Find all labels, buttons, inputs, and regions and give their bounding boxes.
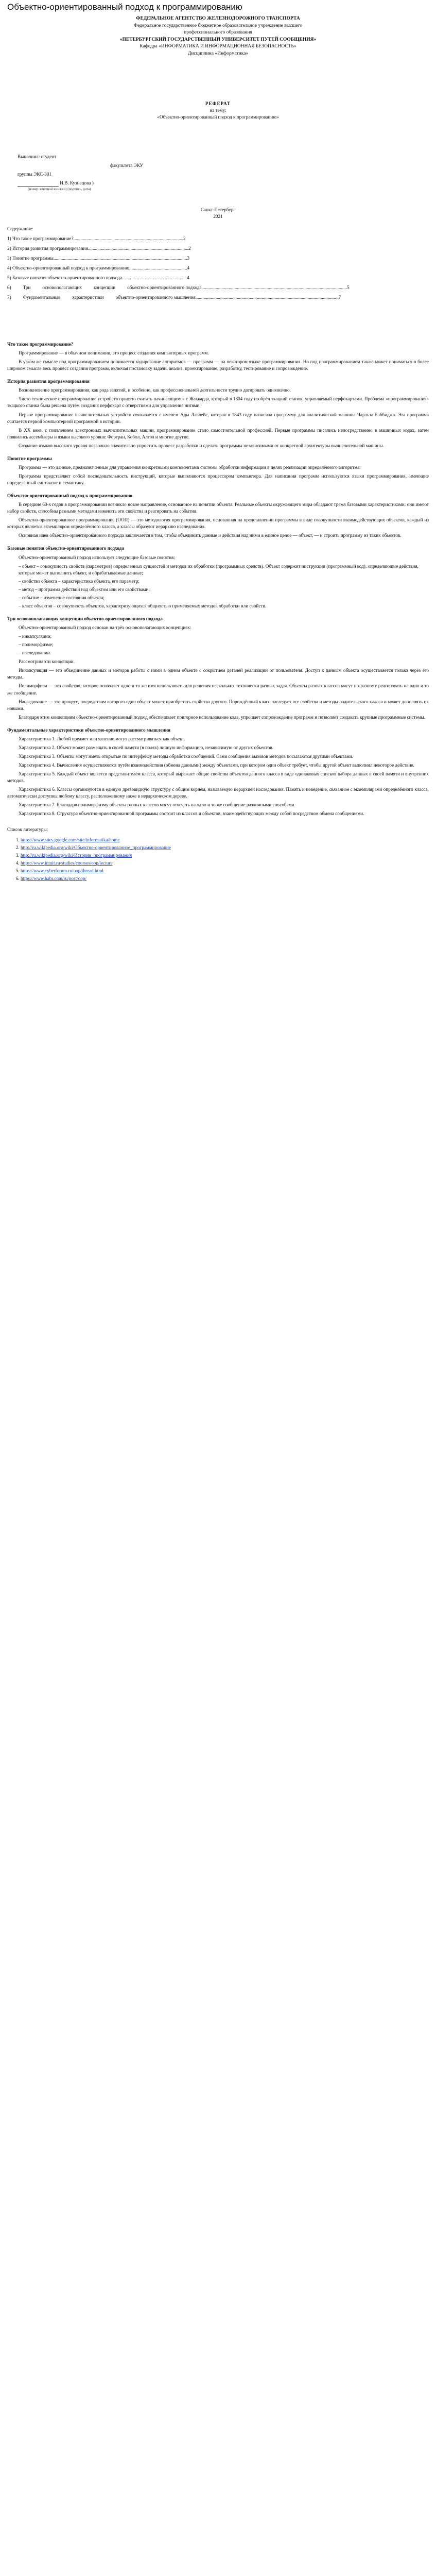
toc-item[interactable]: 6) Три основополагающих концепции объектно-ориентированного подхода...........................................................................................................................5 xyxy=(7,284,350,290)
paragraph: Рассмотрим эти концепции. xyxy=(19,659,75,665)
list-item: – событие – изменение состояния объекта; xyxy=(19,595,104,600)
toc-item[interactable]: 7) Фундаментальные характеристики объектно-ориентированного мышления.........................................................................................................................7 xyxy=(7,294,341,300)
list-item: – полиморфизме; xyxy=(19,642,54,648)
paragraph: Характеристика 1. Любой предмет или явление могут рассматриваться как объект. xyxy=(19,736,185,741)
section-heading: Что такое программирование? xyxy=(7,342,74,347)
section-heading: Понятие программы xyxy=(7,455,52,461)
university-name: «ПЕТЕРБУРГСКИЙ ГОСУДАРСТВЕННЫЙ УНИВЕРСИТЕТ ПУТЕЙ СООБЩЕНИЯ» xyxy=(119,37,317,42)
paragraph: Возникновение программирования, как рода занятий, и особенно, как профессиональной деятельности трудно датировать однозначно. xyxy=(19,387,291,393)
paragraph: Объектно-ориентированный подход основан на трёх основополагающих концепциях: xyxy=(19,625,191,631)
document-page xyxy=(0,1,436,904)
paragraph: Программирование — в обычном понимании, это процесс создания компьютерных программ. xyxy=(19,350,209,356)
list-item: – класс объектов – совокупность объектов, характеризующихся общностью применяемых методов обработки или свойств. xyxy=(19,603,267,608)
paragraph: Полиморфизм — это свойство, которое позволяет одно и то же имя использовать для решения нескольких технически разных задач. Объекты разных классов могут по-разному реагировать на одно и то же сообщение. xyxy=(7,683,429,696)
department-name: Кафедра «ИНФОРМАТИКА И ИНФОРМАЦИОННАЯ БЕЗОПАСНОСТЬ» xyxy=(139,44,297,49)
toc-item[interactable]: 3) Понятие программы.................................................................................................................3 xyxy=(7,255,190,261)
section-heading: Фундаментальные характеристики объектно-ориентированного мышления xyxy=(7,727,170,733)
institution-line-1: Федеральное государственное бюджетное образовательное учреждение высшего xyxy=(133,23,303,28)
reference-link[interactable]: http://ru.wikipedia.org/wiki/История_программирования xyxy=(21,852,132,858)
list-item: – метод – программа действий над объектом или его свойствами; xyxy=(19,586,150,592)
reference-item xyxy=(21,837,429,843)
checked-by-name: И.В. Кузнецова ) xyxy=(60,180,94,186)
paragraph: Программа представляет собой последовательность инструкций, которые выполняются процессором компьютера. Для написания программ используются языки программирования, имеющие определённый синтаксис и семантику. xyxy=(7,473,429,486)
paragraph: В узком же смысле под программированием понимается кодирование алгоритмов — программ — на некотором языке программирования. Но под программированием также может пониматься в более широком смысле весь процесс создания программ, включая постановку задачи, анализ, проектирование, разработку, тестирование и сопровождение. xyxy=(7,359,429,371)
list-item: – свойство объекта – характеристика объекта, его параметр; xyxy=(19,578,139,584)
paragraph: Объектно-ориентированный подход использует следующие базовые понятия: xyxy=(19,554,175,560)
section-heading: История развития программирования xyxy=(7,379,90,384)
paragraph: Характеристика 2. Объект может размещать в своей памяти (в полях) личную информацию, независимую от других объектов. xyxy=(19,744,273,750)
reference-link[interactable]: http://ru.wikipedia.org/wiki/Объектно-ориентированное_программирование xyxy=(21,844,171,850)
group-label: группы ЭКС-301 xyxy=(18,172,52,177)
references-list xyxy=(7,837,429,882)
agency-name: ФЕДЕРАЛЬНОЕ АГЕНТСТВО ЖЕЛЕЗНОДОРОЖНОГО ТРАНСПОРТА xyxy=(136,16,300,22)
done-by-label: Выполнил: студент xyxy=(18,154,57,160)
paragraph: В середине 60-х годов в программировании возникло новое направление, основанное на понятии объекта. Реальные объекты окружающего мира обладают тремя базовыми характеристиками: они имеют набор свойств, способны разными методами изменять эти свойства и реагировать на события. xyxy=(7,502,429,514)
paragraph: Характеристика 4. Вычисления осуществляются путём взаимодействия (обмена данными) между объектами, при котором один объект требует, чтобы другой объект выполнил некоторое действие. xyxy=(19,762,414,768)
toc-item[interactable]: 1) Что такое программирование?.............................................................................................2 xyxy=(7,235,186,241)
toc-item[interactable]: 2) История развития программирования.....................................................................................2 xyxy=(7,245,191,251)
list-item: – объект – совокупность свойств (параметров) определенных сущностей и методов их обработки (программных средств). Объект содержит инструкции (программный код), определяющие действия, которые может выполнить объект, и обрабатываемые данные; xyxy=(19,563,418,575)
paragraph: Программа — это данные, предназначенные для управления конкретными компонентами системы обработки информации в целях реализации определённого алгоритма. xyxy=(19,464,361,470)
section-heading: Базовые понятия объектно-ориентированного подхода xyxy=(7,546,124,551)
list-item: – инкапсуляции; xyxy=(19,634,52,639)
reference-link[interactable]: https://www.cyberforum.ru/oop/thread.html xyxy=(21,868,103,873)
faculty-label: факультета ЭКУ xyxy=(110,163,144,168)
reference-link[interactable]: https://www.sites.google.com/site/informatika/home xyxy=(21,837,120,842)
toc-item[interactable]: 4) Объектно-ориентированный подход к программированию.................................................4 xyxy=(7,265,190,270)
paragraph: Первое программирование вычислительных устройств связывается с именем Ады Лавлейс, которая в 1843 году написала программу для аналитической машины Чарльза Бэббиджа. Эта программа считается первой компьютерной программой в истории. xyxy=(7,412,429,424)
discipline-name: Дисциплина «Информатика» xyxy=(187,50,249,56)
reference-item xyxy=(21,844,429,851)
paragraph: Наследование — это процесс, посредством которого один объект может приобретать свойства другого. Порождённый класс наследует все свойства и методы родительского класса и может дополнять их новыми. xyxy=(7,699,429,711)
paragraph: В XX веке, с появлением электронных вычислительных машин, программирование стало самостоятельной профессией. Первые программы писались непосредственно в машинных кодах, затем появились ассемблеры и языки высокого уровня: Фортран, Кобол, Алгол и многие другие. xyxy=(7,427,429,439)
reference-item xyxy=(21,875,429,882)
toc-item[interactable]: 5) Базовые понятия объектно-ориентированного подхода.......................................................4 xyxy=(7,275,189,280)
paragraph: Инкапсуляция — это объединение данных и методов работы с ними в одном объекте с сокрытием деталей реализации от пользователя. Доступ к данным объекта осуществляется только через его методы. xyxy=(7,668,429,680)
reference-item xyxy=(21,852,429,859)
city-name: Санкт-Петербург xyxy=(200,207,236,213)
paragraph: Чисто техническое программирование устройств принято считать начинающимся с Жаккарда, который в 1804 году изобрёл ткацкий станок, управляемый перфокартами. Проблема «программирования» ткацкого станка была решена путём создания перфокарт с отверстиями для управления нитями. xyxy=(7,396,429,409)
paragraph: Характеристика 5. Каждый объект является представителем класса, который выражает общие свойства объектов данного класса в виде одинаковых списков набора данных в своей памяти и внутренних методов. xyxy=(7,771,429,784)
essay-kind: РЕФЕРАТ xyxy=(205,101,231,107)
toc-title: Содержание: xyxy=(7,226,33,231)
reference-item xyxy=(21,860,429,867)
document-title: Объектно-ориентированный подход к программированию xyxy=(7,2,242,12)
essay-topic: «Объектно-ориентированный подход к программированию» xyxy=(157,114,279,120)
institution-line-2: профессионального образования xyxy=(184,30,252,36)
reference-link[interactable]: https://www.habr.com/ru/post/oop/ xyxy=(21,875,87,881)
references-title: Список литературы: xyxy=(7,827,48,833)
signature-underline xyxy=(18,180,59,187)
paragraph: Характеристика 3. Объекты могут иметь открытые по интерфейсу методы обработки сообщений. Сами сообщения вызовов методов посылаются другими объектами. xyxy=(19,753,354,759)
paragraph: Создание языков высокого уровня позволило значительно упростить процесс разработки и сделать программы независимыми от конкретной архитектуры вычислительной машины. xyxy=(19,443,384,448)
reference-item xyxy=(21,868,429,874)
reference-link[interactable]: https://www.intuit.ru/studies/courses/oop/lecture xyxy=(21,860,113,866)
paragraph: Характеристика 8. Структура объектно-ориентированной программы состоит из классов и объектов, взаимодействующих между собой посредством обмена сообщениями. xyxy=(19,811,364,817)
author-block xyxy=(7,154,429,192)
on-topic-label: на тему: xyxy=(210,108,226,113)
paragraph: Характеристика 7. Благодаря полиморфизму объекты разных классов могут отвечать на одно и то же сообщение различными способами. xyxy=(19,802,295,808)
section-heading: Три основополагающих концепции объектно-ориентированного подхода xyxy=(7,616,163,621)
paragraph: Характеристика 6. Классы организуются в единую древовидную структуру с общим корнем, называемую иерархией наследования. Память и поведение, связанное с экземплярами определённого класса, автоматически доступны любому классу, расположенному ниже в иерархическом дереве. xyxy=(7,787,429,799)
section-heading: Объектно-ориентированный подход к программированию xyxy=(7,493,132,499)
year: 2021 xyxy=(213,214,223,219)
paragraph: Объектно-ориентированное программирование (ООП) — это методология программирования, основанная на представлении программы в виде совокупности взаимодействующих объектов, каждый из которых является экземпляром определённого класса, а классы образуют иерархию наследования. xyxy=(7,517,429,530)
paragraph: Основная идея объектно-ориентированного подхода заключается в том, чтобы объединить данные и действия над ними в единое целое — объект, — и строить программу из таких объектов. xyxy=(19,533,402,538)
paragraph: Благодаря этим концепциям объектно-ориентированный подход обеспечивает повторное использование кода, упрощает сопровождение программ и позволяет создавать крупные программные системы. xyxy=(19,714,426,720)
list-item: – наследовании. xyxy=(19,650,51,656)
checked-by-line xyxy=(18,180,429,187)
table-of-contents xyxy=(7,226,429,301)
field-caption: (номер зачетной книжки) (подпись, дата) xyxy=(28,187,91,192)
title-page-header xyxy=(7,15,429,57)
